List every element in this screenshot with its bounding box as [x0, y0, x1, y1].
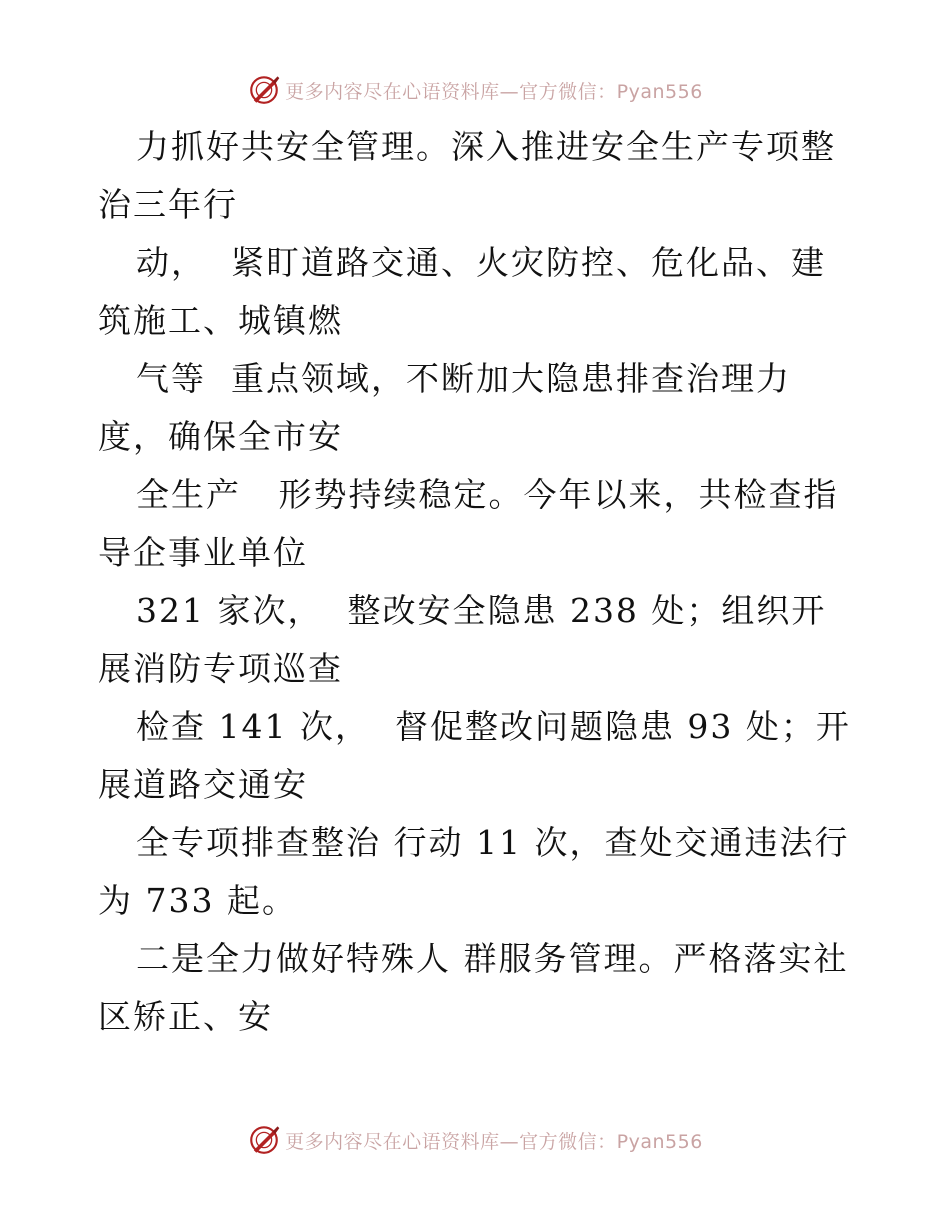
paragraph: 气等 重点领域，不断加大隐患排查治理力度，确保全市安	[98, 359, 791, 456]
header-watermark	[0, 70, 950, 110]
watermark-text: 更多内容尽在心语资料库—官方微信：Pyan556	[285, 1130, 703, 1153]
paragraph: 检查 141 次， 督促整改问题隐患 93 处；开展道路交通安	[98, 707, 851, 804]
paragraph: 动， 紧盯道路交通、火灾防控、危化品、建筑施工、城镇燃	[98, 243, 826, 340]
paragraph: 力抓好共安全管理。深入推进安全生产专项整治三年行	[98, 127, 836, 224]
paragraph: 全生产 形势持续稳定。今年以来，共检查指导企事业单位	[98, 475, 839, 572]
pen-logo-icon	[247, 73, 281, 107]
paragraph: 全专项排查整治 行动 11 次，查处交通违法行为 733 起。	[98, 823, 850, 920]
paragraph: 321 家次， 整改安全隐患 238 处；组织开展消防专项巡查	[98, 591, 827, 688]
document-body	[98, 118, 858, 1046]
footer-watermark	[0, 1120, 950, 1160]
pen-logo-icon	[247, 1123, 281, 1157]
paragraph: 二是全力做好特殊人 群服务管理。严格落实社区矫正、安	[98, 939, 849, 1036]
watermark-text: 更多内容尽在心语资料库—官方微信：Pyan556	[285, 80, 703, 103]
